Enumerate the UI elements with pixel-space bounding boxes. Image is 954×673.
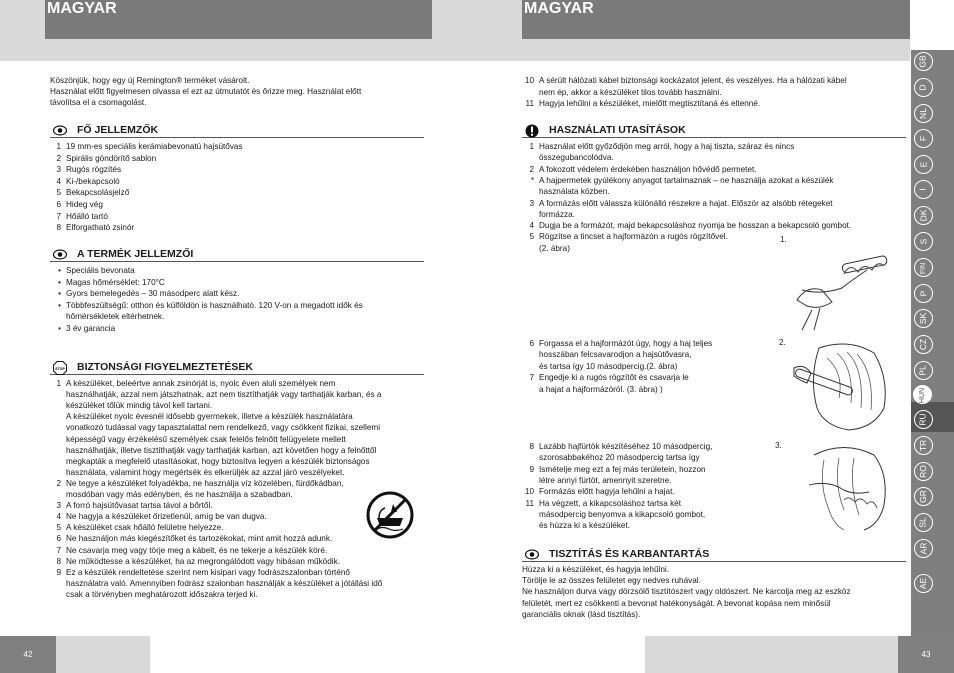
usage-line-text: összegubancolódva.: [539, 153, 614, 163]
language-tab-label: FIN: [920, 262, 927, 275]
safety-line-text: csak a törvényben meghatározott időszakra terjed ki.: [66, 589, 258, 599]
language-tab-label: SL: [918, 517, 928, 528]
usage-line-text: A fokozott védelem érdekében használjon hővédő permetet.: [539, 164, 757, 174]
language-tab-label: TR: [918, 439, 928, 452]
cleaning-line: Törölje le az összes felületet egy nedves ruhával.: [522, 576, 701, 586]
feature-item-text: Ki-/bekapcsoló: [66, 176, 120, 186]
usage-line-text: Forgassa el a hajformázót úgy, hogy a haj teljes: [539, 339, 713, 348]
safety-line-text: A sérült hálózati kábel biztonsági kockázatot jelent, és veszélyes. Ha a hálózati kábel: [539, 76, 847, 85]
safety-line-number: 4: [56, 512, 61, 522]
product-title: A TERMÉK JELLEMZŐI: [77, 248, 194, 260]
language-tab-label: SK: [918, 312, 928, 325]
usage-line-number: 10: [524, 487, 534, 497]
language-tab-nl[interactable]: [914, 104, 933, 123]
figure-1-illustration: [792, 240, 892, 335]
language-tab-tr[interactable]: [914, 436, 933, 455]
figure-2-label: 2.: [779, 338, 786, 347]
usage-line-text: szorosabbakéhoz 20 másodpercig tartsa így: [539, 453, 700, 463]
language-tab-pl[interactable]: [914, 361, 933, 380]
language-tab-label: P: [917, 290, 928, 297]
language-tab-label: AR: [918, 542, 928, 555]
usage-title: HASZNÁLATI UTASÍTÁSOK: [549, 124, 686, 136]
language-tab-label: GR: [918, 490, 928, 503]
safety-line-number: 5: [56, 523, 61, 533]
right-page: [477, 0, 954, 673]
feature-item-number: 3: [56, 165, 61, 175]
feature-item-text: 19 mm-es speciális kerámiabevonatú hajsütővas: [66, 142, 243, 151]
safety-section-header: [50, 361, 424, 375]
usage-section-header: [522, 124, 906, 138]
usage-line-text: Formázás előtt hagyja lehűlni a hajat.: [539, 487, 675, 497]
language-tab-label: DK: [918, 209, 928, 222]
intro-line: Használat előtt figyelmesen olvassa el ezt az útmutatót és őrizze meg. Használat előtt: [50, 87, 362, 97]
usage-line-number: 11: [525, 498, 534, 508]
product-section-header: [50, 248, 424, 262]
language-tab-label: F: [917, 135, 928, 142]
feature-item-number: 5: [56, 188, 61, 198]
safety-line-text: mosdóban vagy más edényben, és ne használja a szabadban.: [66, 490, 293, 499]
usage-line-number: *: [530, 175, 534, 185]
figure-1-label: 1.: [780, 235, 787, 244]
figure-2-illustration: [789, 338, 894, 433]
product-feature-text: Többfeszültségű: otthon és külföldön is használható. 120 V-on a megadott idők és: [66, 300, 363, 310]
usage-line-text: létre annyi fürtöt, amennyit szeretne.: [539, 475, 672, 485]
feature-item-text: Spirális göndörítő sablon: [66, 153, 157, 163]
bullet: •: [58, 300, 61, 310]
safety-line-number: 10: [524, 76, 534, 85]
safety-title: BIZTONSÁGI FIGYELMEZTETÉSEK: [77, 361, 253, 373]
language-tab-ar[interactable]: [914, 539, 933, 558]
intro-text: [50, 75, 361, 109]
language-tab-label: AE: [918, 577, 928, 590]
feature-item-text: Rugós rögzítés: [66, 165, 122, 175]
usage-line-number: 9: [529, 464, 534, 474]
bullet: •: [58, 324, 61, 333]
safety-line-text: Ne tegye a készüléket folyadékba, ne használja víz közelében, fürdőkádban,: [66, 478, 344, 488]
header-title: MAGYAR: [522, 0, 910, 39]
language-tab-label: NL: [918, 108, 928, 119]
usage-line-number: 8: [529, 442, 534, 451]
language-tab-label: RO: [918, 465, 928, 478]
usage-line-text: másodpercig benyomva a kikapcsoló gombot,: [539, 509, 706, 519]
language-tab-d[interactable]: [914, 78, 933, 97]
language-tab-s[interactable]: [914, 232, 933, 251]
language-tab-label: S: [917, 238, 928, 245]
safety-line-text: képességű vagy érzékelésű személyek csak felelős felnőtt felügyelete mellett: [66, 434, 346, 444]
language-tab-p[interactable]: [914, 284, 933, 303]
feature-item-text: Hőálló tartó: [66, 211, 108, 221]
language-tab-fin[interactable]: [914, 258, 933, 277]
features-section-header: [50, 124, 424, 138]
usage-line-text: formázza.: [539, 209, 575, 219]
safety-line-number: 6: [56, 534, 61, 544]
figure-3-label: 3.: [775, 441, 782, 450]
safety-line-text: A készüléket csak hőálló felületre helyezze.: [66, 523, 224, 533]
safety-line-text: Ez a készülék rendeltetése szerint nem kisipari vagy fodrászszalonban történő: [66, 567, 350, 577]
safety-line-text: nem ép, akkor a készüléket tilos tovább használni.: [539, 87, 722, 97]
bullet: •: [58, 277, 61, 287]
product-feature-text: Speciális bevonata: [66, 266, 135, 275]
safety-line-text: használhatják, azzal nem játszhatnak, azt nem tisztíthatják vagy tarthatják karban, és a: [66, 390, 382, 400]
language-tab-ro[interactable]: [914, 462, 933, 481]
language-tab-f[interactable]: [914, 129, 933, 148]
language-tab-gb[interactable]: [914, 52, 933, 71]
language-tab-dk[interactable]: [914, 206, 933, 225]
page-number: 43: [898, 636, 954, 673]
figure-3-illustration: [789, 440, 894, 535]
language-tab-ru[interactable]: [914, 410, 933, 429]
product-feature-text: 3 év garancia: [66, 324, 116, 333]
eye-icon: [53, 249, 67, 260]
product-feature-text: hőmérsékletek eltérhetnek.: [66, 312, 165, 322]
usage-line-text: a hajat a hajformázóról. (3. ábra) ): [539, 384, 663, 394]
safety-line-number: 8: [56, 556, 61, 566]
no-bath-warning-icon: [365, 490, 415, 540]
safety-line-number: 7: [56, 545, 61, 555]
feature-item-text: Hideg vég: [66, 200, 103, 209]
intro-line: távolítsa el a csomagolást.: [50, 98, 147, 108]
safety-line-text: Ne működtesse a készüléket, ha az megrongálódott vagy hibásan működik.: [66, 556, 340, 566]
usage-line-text: A formázás előtt válassza különálló részekre a hajat. Először az alsóbb rétegeket: [539, 198, 833, 208]
language-tab-cz[interactable]: [914, 335, 933, 354]
safety-line-text: vonatkozó tudással vagy tapasztalattal nem rendelkező, vagy csökkent fizikai, szellemi: [66, 423, 381, 433]
cleaning-text: [522, 564, 851, 620]
safety-line-text: használhatják, illetve tisztíthatják vagy tarthatják karban, azt követően hogy a felnőttől: [66, 445, 377, 455]
feature-item-number: 1: [56, 142, 61, 151]
eye-icon: [525, 549, 539, 560]
safety-line-text: Ne hagyja a készüléket őrizetlenül, amíg be van dugva.: [66, 512, 267, 522]
usage-line-number: 1: [529, 142, 534, 151]
cleaning-title: TISZTÍTÁS ÉS KARBANTARTÁS: [549, 548, 710, 560]
safety-line-number: 11: [525, 99, 534, 109]
usage-line-text: Használat előtt győződjön meg arról, hogy a haj tiszta, száraz és nincs: [539, 142, 795, 151]
language-tab-label: E: [917, 161, 928, 168]
cleaning-line: Húzza ki a készüléket, és hagyja lehűlni.: [522, 565, 669, 574]
usage-line-text: használata közben.: [539, 187, 610, 197]
usage-line-number: 6: [529, 339, 534, 348]
language-tab-label: HUN: [918, 387, 926, 404]
stop-sign-icon: [53, 361, 67, 375]
language-tab-sl[interactable]: [914, 513, 933, 532]
language-tab-label: PL: [918, 365, 928, 376]
feature-item-text: Elforgatható zsinór: [66, 223, 135, 233]
safety-line-text: A készüléket, beleértve annak zsinórját is, nyolc éven aluli személyek nem: [66, 379, 336, 388]
usage-line-number: 3: [529, 198, 534, 208]
language-tab-ae[interactable]: [914, 574, 933, 593]
language-tab-hun[interactable]: [913, 385, 932, 404]
page-number: 42: [0, 636, 56, 673]
language-tab-label: RU: [918, 413, 928, 426]
safety-line-number: 3: [56, 501, 61, 511]
stop-sign-text: STOP: [55, 367, 65, 371]
feature-item-number: 4: [56, 176, 61, 186]
usage-line-text: (2. ábra): [539, 243, 570, 253]
safety-line-text: A forró hajsütővasat tartsa távol a bőrtől.: [66, 501, 213, 511]
cleaning-line: garanciális oknak (lásd tisztítás).: [522, 609, 641, 619]
language-tab-sk[interactable]: [914, 309, 933, 328]
safety-line-number: 9: [56, 567, 61, 577]
safety-line-text: Hagyja lehűlni a készüléket, mielőtt megtisztítaná és eltenné.: [539, 99, 761, 109]
cleaning-line: Ne használjon durva vagy dörzsölő tisztítószert vagy oldószert. Ne karcolja meg az eszköz: [522, 587, 851, 597]
feature-item-number: 2: [56, 153, 61, 163]
safety-line-text: használata, valamint hogy megértsék és elkerüljék az azzal járó veszélyeket.: [66, 467, 345, 477]
language-tab-i[interactable]: [914, 180, 933, 199]
usage-line-number: 5: [529, 232, 534, 242]
bullet: •: [58, 289, 61, 299]
usage-line-number: 4: [529, 221, 534, 231]
usage-line-text: hosszában felcsavarodjon a hajsütővasra,: [539, 350, 692, 360]
usage-line-text: és tartsa így 10 másodpercig.(2. ábra): [539, 361, 678, 371]
language-tab-label: D: [917, 84, 928, 91]
feature-item-text: Bekapcsolásjelző: [66, 188, 130, 198]
usage-line-text: Lazább hajfürtök készítéséhez 10 másodpercig,: [539, 442, 713, 451]
safety-line-text: A készüléket nyolc évesnél idősebb gyermekek, illetve a készülék használatára: [66, 412, 353, 422]
usage-line-text: Dugja be a formázót, majd bekapcsoláshoz nyomja be hosszan a bekapcsoló gombot.: [539, 221, 852, 231]
safety-line-text: használatra való. Amennyiben fodrász szalonban használják a készüléket a jótállási idő: [66, 578, 383, 588]
safety-line-number: 1: [56, 379, 61, 388]
safety-line-text: Ne csavarja meg vagy törje meg a kábelt, és ne tekerje a készülék köré.: [66, 545, 328, 555]
header-title: MAGYAR: [45, 0, 432, 39]
language-tab-gr[interactable]: [914, 487, 933, 506]
usage-line-text: Engedje ki a rugós rögzítőt és csavarja le: [539, 373, 689, 383]
eye-icon: [53, 125, 67, 136]
language-tab-label: GB: [918, 55, 928, 68]
usage-line-text: Rögzítse a tincset a hajformázón a rugós rögzítővel.: [539, 232, 728, 242]
warning-icon: [525, 124, 539, 138]
usage-line-text: és húzza ki a készüléket.: [539, 521, 631, 531]
safety-line-text: készüléket tőlük mindig távol kell tartani.: [66, 401, 213, 411]
usage-line-text: Ha végzett, a kikapcsoláshoz tartsa két: [539, 498, 681, 508]
product-feature-text: Magas hőmérséklet: 170°C: [66, 277, 165, 287]
usage-line-text: Ismételje meg ezt a fej más területein, hozzon: [539, 464, 706, 474]
feature-item-number: 7: [56, 211, 61, 221]
safety-line-text: megkapták a megfelelő utasításokat, hogy biztosítva legyen a készülék biztonságos: [66, 456, 370, 466]
language-tab-label: CZ: [918, 338, 928, 351]
intro-line: Köszönjük, hogy egy új Remington® terméket vásárolt.: [50, 76, 250, 85]
usage-line-number: 7: [529, 373, 534, 383]
bullet: •: [58, 266, 61, 275]
usage-line-number: 2: [529, 164, 534, 174]
usage-line-text: A hajpermetek gyúlékony anyagot tartalmaznak – ne használja azokat a készülék: [539, 175, 834, 185]
feature-item-number: 6: [56, 200, 61, 209]
feature-item-number: 8: [56, 223, 61, 233]
language-tab-e[interactable]: [914, 155, 933, 174]
safety-line-text: Ne használjon más kiegészítőket és tartozékokat, mint amit hozzá adunk.: [66, 534, 333, 544]
language-tab-label: I: [918, 188, 928, 191]
safety-line-number: 2: [56, 478, 61, 488]
product-feature-text: Gyors bemelegedés – 30 másodperc alatt kész.: [66, 289, 240, 299]
features-title: FŐ JELLEMZŐK: [77, 124, 159, 136]
cleaning-section-header: [522, 548, 906, 562]
cleaning-line: felületét, mert ez csökkenti a bevonat hatékonyságát. A bevonat kopása nem minősül: [522, 598, 831, 608]
